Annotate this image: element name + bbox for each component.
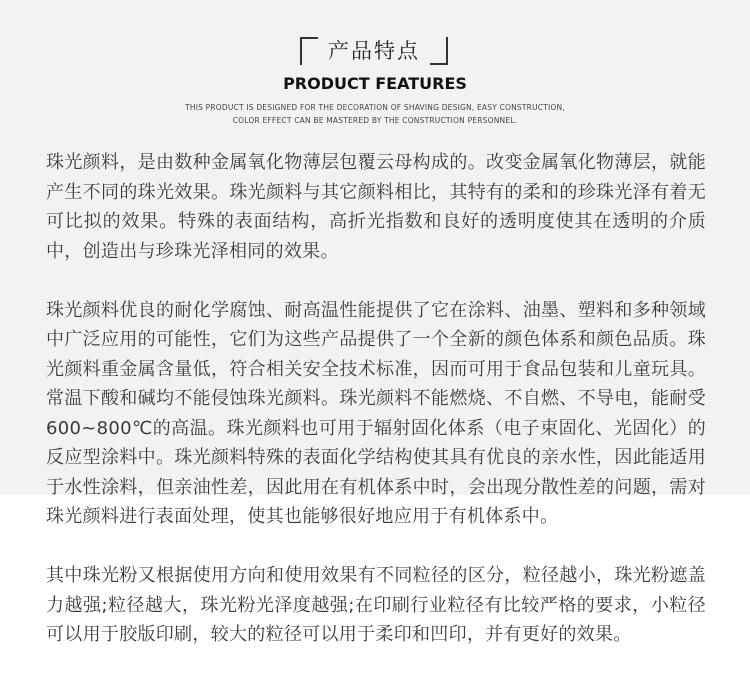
body-content: [46, 148, 706, 650]
paragraph-1: 珠光颜料，是由数种金属氧化物薄层包覆云母构成的。改变金属氧化物薄层，就能产生不同的珠光效果。珠光颜料与其它颜料相比，其特有的柔和的珍珠光泽有着无可比拟的效果。特殊的表面结构，高折光指数和良好的透明度使其在透明的介质中，创造出与珍珠光泽相同的效果。: [46, 152, 706, 262]
subtitle-line-1: THIS PRODUCT IS DESIGNED FOR THE DECORATION OF SHAVING DESIGN, EASY CONSTRUCTION,: [185, 103, 565, 112]
chinese-title: 产品特点: [328, 39, 420, 63]
subtitle-line-2: COLOR EFFECT CAN BE MASTERED BY THE CONSTRUCTION PERSONNEL.: [232, 116, 518, 125]
paragraph-3: 其中珠光粉又根据使用方向和使用效果有不同粒径的区分，粒径越小，珠光粉遮盖力越强;粒径越大，珠光粉光泽度越强;在印刷行业粒径有比较严格的要求，小粒径可以用于胶版印刷，较大的粒径可以用于柔印和凹印，并有更好的效果。: [46, 565, 706, 645]
title-frame: [300, 37, 448, 65]
english-title: PRODUCT FEATURES: [283, 74, 467, 93]
paragraph-2: 珠光颜料优良的耐化学腐蚀、耐高温性能提供了它在涂料、油墨、塑料和多种领域中广泛应用的可能性，它们为这些产品提供了一个全新的颜色体系和颜色品质。珠光颜料重金属含量低，符合相关安全技术标准，因而可用于食品包装和儿童玩具。常温下酸和碱均不能侵蚀珠光颜料。珠光颜料不能燃烧、不自燃、不导电，能耐受600~800℃的高温。珠光颜料也可用于辐射固化体系（电子束固化、光固化）的反应型涂料中。珠光颜料特殊的表面化学结构使其具有优良的亲水性，因此能适用于水性涂料，但亲油性差，因此用在有机体系中时，会出现分散性差的问题，需对珠光颜料进行表面处理，使其也能够很好地应用于有机体系中。: [46, 299, 706, 527]
